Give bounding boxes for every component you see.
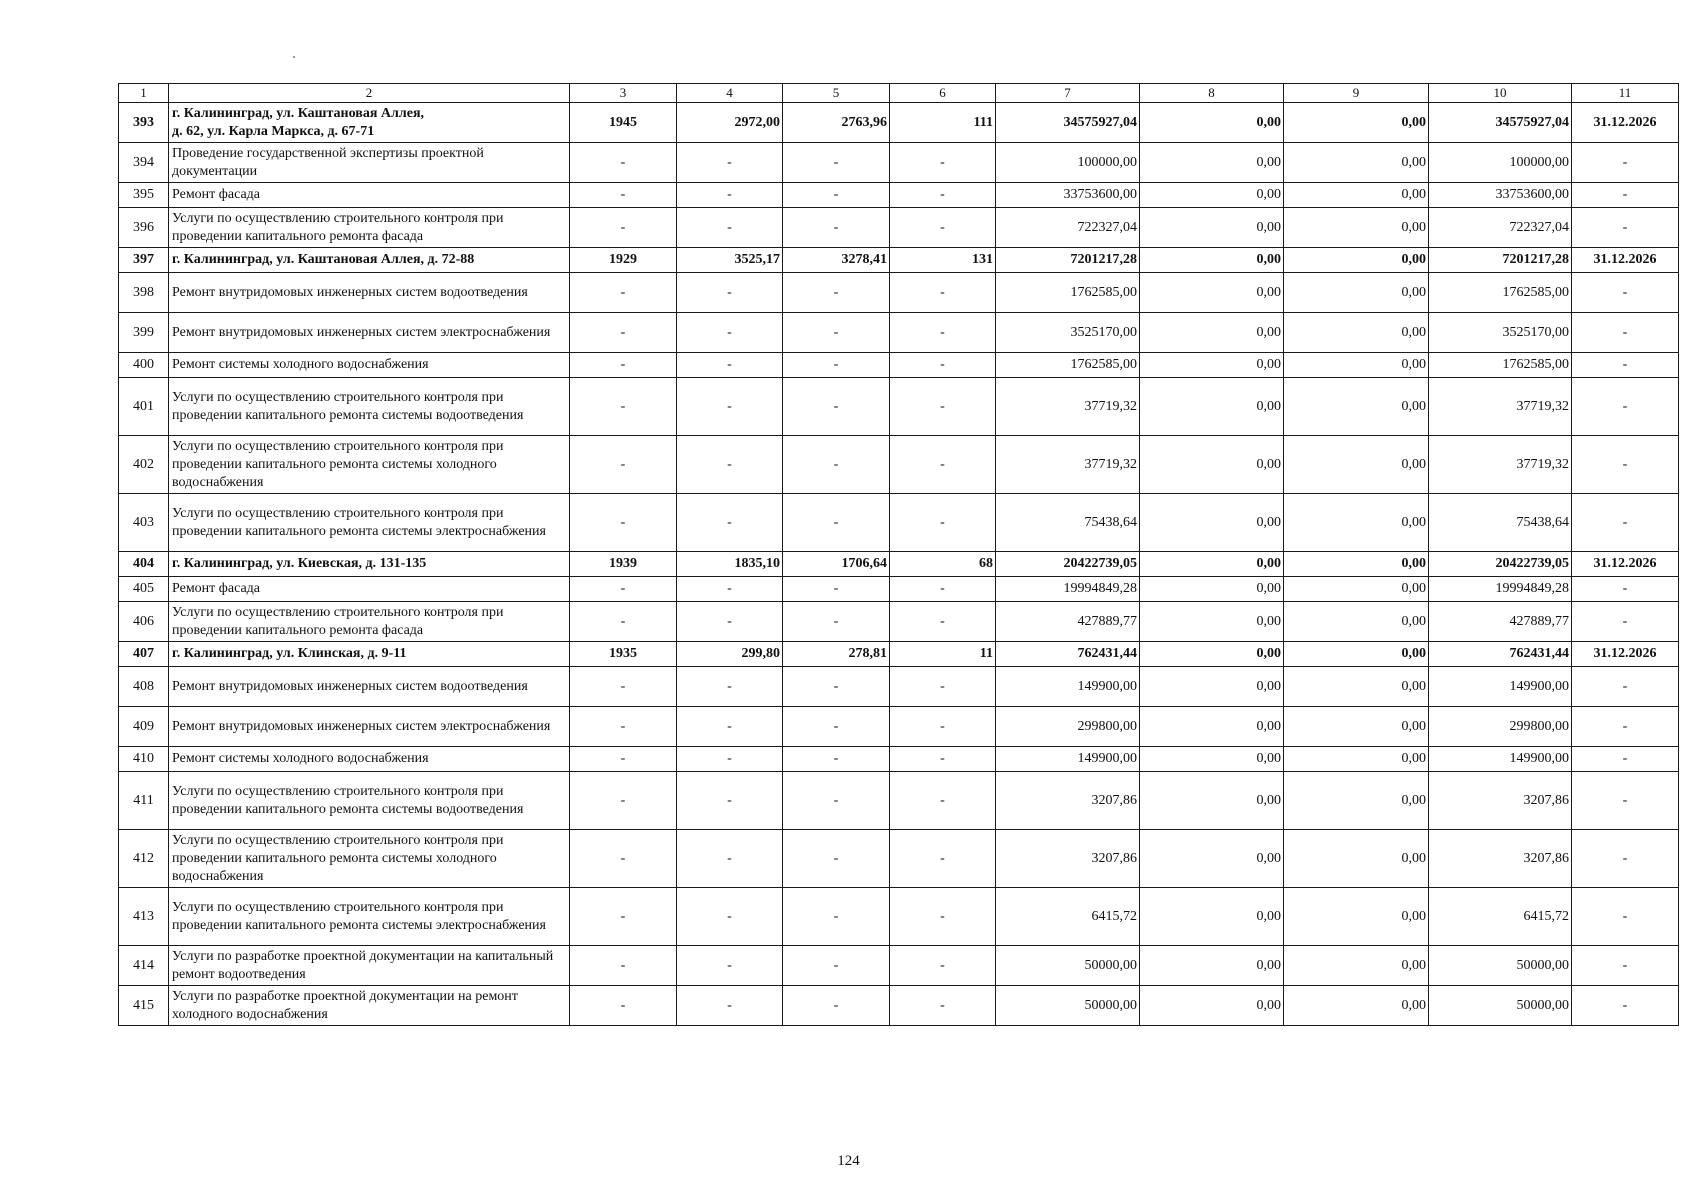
column-number-8: 8 <box>1140 84 1284 103</box>
cost-fund-cell: 0,00 <box>1140 494 1284 552</box>
description-cell: Ремонт системы холодного водоснабжения <box>169 747 570 772</box>
work-row <box>119 888 1679 946</box>
description-cell: г. Калининград, ул. Киевская, д. 131-135 <box>169 552 570 577</box>
cost-budget-cell: 0,00 <box>1284 313 1429 353</box>
living-area-cell: - <box>783 208 890 248</box>
residents-cell: - <box>890 378 996 436</box>
cost-budget-cell: 0,00 <box>1284 707 1429 747</box>
deadline-cell: - <box>1572 273 1679 313</box>
build-year-cell: 1929 <box>570 248 677 273</box>
column-number-11: 11 <box>1572 84 1679 103</box>
cost-owners-cell: 149900,00 <box>1429 747 1572 772</box>
row-number-cell: 399 <box>119 313 169 353</box>
cost-owners-cell: 75438,64 <box>1429 494 1572 552</box>
deadline-cell: - <box>1572 667 1679 707</box>
description-cell: Ремонт системы холодного водоснабжения <box>169 353 570 378</box>
row-number-cell: 411 <box>119 772 169 830</box>
deadline-cell: - <box>1572 747 1679 772</box>
work-row <box>119 946 1679 986</box>
build-year-cell: - <box>570 602 677 642</box>
cost-owners-cell: 6415,72 <box>1429 888 1572 946</box>
work-row <box>119 273 1679 313</box>
cost-fund-cell: 0,00 <box>1140 103 1284 143</box>
column-number-7: 7 <box>996 84 1140 103</box>
scan-speck <box>293 56 295 58</box>
living-area-cell: 2763,96 <box>783 103 890 143</box>
cost-total-cell: 149900,00 <box>996 667 1140 707</box>
row-number-cell: 403 <box>119 494 169 552</box>
cost-owners-cell: 100000,00 <box>1429 143 1572 183</box>
residents-cell: - <box>890 986 996 1026</box>
build-year-cell: - <box>570 143 677 183</box>
row-number-cell: 401 <box>119 378 169 436</box>
deadline-cell: - <box>1572 494 1679 552</box>
work-row <box>119 830 1679 888</box>
build-year-cell: - <box>570 183 677 208</box>
cost-total-cell: 762431,44 <box>996 642 1140 667</box>
build-year-cell: - <box>570 888 677 946</box>
work-row <box>119 378 1679 436</box>
cost-owners-cell: 34575927,04 <box>1429 103 1572 143</box>
total-area-cell: - <box>677 313 783 353</box>
description-cell: Услуги по разработке проектной документации на капитальный ремонт водоотведения <box>169 946 570 986</box>
cost-total-cell: 20422739,05 <box>996 552 1140 577</box>
cost-budget-cell: 0,00 <box>1284 248 1429 273</box>
cost-total-cell: 7201217,28 <box>996 248 1140 273</box>
cost-budget-cell: 0,00 <box>1284 552 1429 577</box>
cost-budget-cell: 0,00 <box>1284 436 1429 494</box>
residents-cell: - <box>890 143 996 183</box>
build-year-cell: - <box>570 747 677 772</box>
build-year-cell: - <box>570 830 677 888</box>
page-number: 124 <box>837 1153 860 1169</box>
deadline-cell: 31.12.2026 <box>1572 103 1679 143</box>
work-row <box>119 208 1679 248</box>
cost-fund-cell: 0,00 <box>1140 707 1284 747</box>
cost-owners-cell: 19994849,28 <box>1429 577 1572 602</box>
cost-fund-cell: 0,00 <box>1140 143 1284 183</box>
living-area-cell: - <box>783 353 890 378</box>
row-number-cell: 406 <box>119 602 169 642</box>
cost-budget-cell: 0,00 <box>1284 577 1429 602</box>
row-number-cell: 414 <box>119 946 169 986</box>
total-area-cell: - <box>677 946 783 986</box>
work-row <box>119 183 1679 208</box>
cost-budget-cell: 0,00 <box>1284 143 1429 183</box>
work-row <box>119 747 1679 772</box>
work-row <box>119 494 1679 552</box>
residents-cell: - <box>890 602 996 642</box>
build-year-cell: 1939 <box>570 552 677 577</box>
total-area-cell: - <box>677 602 783 642</box>
living-area-cell: - <box>783 946 890 986</box>
cost-budget-cell: 0,00 <box>1284 772 1429 830</box>
residents-cell: - <box>890 747 996 772</box>
total-area-cell: 3525,17 <box>677 248 783 273</box>
residents-cell: 131 <box>890 248 996 273</box>
row-number-cell: 415 <box>119 986 169 1026</box>
deadline-cell: 31.12.2026 <box>1572 642 1679 667</box>
cost-owners-cell: 33753600,00 <box>1429 183 1572 208</box>
living-area-cell: - <box>783 772 890 830</box>
residents-cell: - <box>890 667 996 707</box>
cost-total-cell: 75438,64 <box>996 494 1140 552</box>
work-row <box>119 436 1679 494</box>
description-cell: Ремонт внутридомовых инженерных систем электроснабжения <box>169 707 570 747</box>
cost-owners-cell: 762431,44 <box>1429 642 1572 667</box>
address-row <box>119 552 1679 577</box>
total-area-cell: - <box>677 747 783 772</box>
description-cell: Услуги по осуществлению строительного контроля при проведении капитального ремонта системы электроснабжения <box>169 888 570 946</box>
row-number-cell: 393 <box>119 103 169 143</box>
description-cell: Услуги по осуществлению строительного контроля при проведении капитального ремонта системы водоотведения <box>169 378 570 436</box>
deadline-cell: - <box>1572 436 1679 494</box>
row-number-cell: 413 <box>119 888 169 946</box>
table-body <box>119 84 1679 1026</box>
work-row <box>119 986 1679 1026</box>
cost-total-cell: 100000,00 <box>996 143 1140 183</box>
residents-cell: - <box>890 183 996 208</box>
row-number-cell: 395 <box>119 183 169 208</box>
cost-budget-cell: 0,00 <box>1284 602 1429 642</box>
total-area-cell: - <box>677 577 783 602</box>
row-number-cell: 412 <box>119 830 169 888</box>
cost-owners-cell: 3207,86 <box>1429 772 1572 830</box>
repair-program-table <box>118 83 1679 1026</box>
total-area-cell: - <box>677 772 783 830</box>
work-row <box>119 667 1679 707</box>
total-area-cell: - <box>677 273 783 313</box>
cost-fund-cell: 0,00 <box>1140 772 1284 830</box>
residents-cell: - <box>890 888 996 946</box>
row-number-cell: 407 <box>119 642 169 667</box>
total-area-cell: - <box>677 707 783 747</box>
cost-total-cell: 299800,00 <box>996 707 1140 747</box>
description-cell: г. Калининград, ул. Каштановая Аллея, д. 62, ул. Карла Маркса, д. 67-71 <box>169 103 570 143</box>
cost-total-cell: 1762585,00 <box>996 273 1140 313</box>
residents-cell: - <box>890 707 996 747</box>
description-cell: Услуги по осуществлению строительного контроля при проведении капитального ремонта системы холодного водоснабжения <box>169 830 570 888</box>
residents-cell: 11 <box>890 642 996 667</box>
cost-budget-cell: 0,00 <box>1284 986 1429 1026</box>
living-area-cell: - <box>783 313 890 353</box>
build-year-cell: - <box>570 494 677 552</box>
column-number-3: 3 <box>570 84 677 103</box>
deadline-cell: - <box>1572 208 1679 248</box>
cost-owners-cell: 7201217,28 <box>1429 248 1572 273</box>
total-area-cell: - <box>677 888 783 946</box>
deadline-cell: - <box>1572 830 1679 888</box>
deadline-cell: - <box>1572 143 1679 183</box>
cost-budget-cell: 0,00 <box>1284 183 1429 208</box>
cost-total-cell: 50000,00 <box>996 946 1140 986</box>
cost-total-cell: 427889,77 <box>996 602 1140 642</box>
description-cell: Ремонт внутридомовых инженерных систем водоотведения <box>169 667 570 707</box>
work-row <box>119 353 1679 378</box>
living-area-cell: 1706,64 <box>783 552 890 577</box>
cost-fund-cell: 0,00 <box>1140 208 1284 248</box>
residents-cell: 111 <box>890 103 996 143</box>
cost-total-cell: 3207,86 <box>996 830 1140 888</box>
deadline-cell: - <box>1572 378 1679 436</box>
deadline-cell: 31.12.2026 <box>1572 552 1679 577</box>
cost-total-cell: 34575927,04 <box>996 103 1140 143</box>
cost-total-cell: 6415,72 <box>996 888 1140 946</box>
cost-fund-cell: 0,00 <box>1140 602 1284 642</box>
living-area-cell: - <box>783 747 890 772</box>
residents-cell: 68 <box>890 552 996 577</box>
cost-fund-cell: 0,00 <box>1140 248 1284 273</box>
cost-fund-cell: 0,00 <box>1140 642 1284 667</box>
description-cell: Ремонт внутридомовых инженерных систем электроснабжения <box>169 313 570 353</box>
deadline-cell: - <box>1572 707 1679 747</box>
cost-fund-cell: 0,00 <box>1140 183 1284 208</box>
cost-owners-cell: 722327,04 <box>1429 208 1572 248</box>
description-cell: Услуги по осуществлению строительного контроля при проведении капитального ремонта фасада <box>169 602 570 642</box>
deadline-cell: - <box>1572 888 1679 946</box>
work-row <box>119 707 1679 747</box>
work-row <box>119 772 1679 830</box>
cost-total-cell: 3525170,00 <box>996 313 1140 353</box>
residents-cell: - <box>890 208 996 248</box>
living-area-cell: - <box>783 830 890 888</box>
description-cell: г. Калининград, ул. Каштановая Аллея, д. 72-88 <box>169 248 570 273</box>
deadline-cell: - <box>1572 577 1679 602</box>
cost-total-cell: 149900,00 <box>996 747 1140 772</box>
cost-owners-cell: 3525170,00 <box>1429 313 1572 353</box>
total-area-cell: - <box>677 986 783 1026</box>
total-area-cell: - <box>677 183 783 208</box>
address-row <box>119 642 1679 667</box>
deadline-cell: - <box>1572 313 1679 353</box>
work-row <box>119 602 1679 642</box>
cost-total-cell: 3207,86 <box>996 772 1140 830</box>
cost-total-cell: 37719,32 <box>996 378 1140 436</box>
cost-fund-cell: 0,00 <box>1140 577 1284 602</box>
cost-owners-cell: 427889,77 <box>1429 602 1572 642</box>
cost-budget-cell: 0,00 <box>1284 353 1429 378</box>
work-row <box>119 577 1679 602</box>
total-area-cell: - <box>677 143 783 183</box>
residents-cell: - <box>890 577 996 602</box>
residents-cell: - <box>890 772 996 830</box>
residents-cell: - <box>890 273 996 313</box>
cost-fund-cell: 0,00 <box>1140 986 1284 1026</box>
description-cell: Ремонт фасада <box>169 577 570 602</box>
living-area-cell: - <box>783 707 890 747</box>
cost-owners-cell: 299800,00 <box>1429 707 1572 747</box>
deadline-cell: - <box>1572 772 1679 830</box>
cost-budget-cell: 0,00 <box>1284 888 1429 946</box>
build-year-cell: - <box>570 772 677 830</box>
description-cell: Проведение государственной экспертизы проектной документации <box>169 143 570 183</box>
row-number-cell: 394 <box>119 143 169 183</box>
cost-owners-cell: 20422739,05 <box>1429 552 1572 577</box>
row-number-cell: 410 <box>119 747 169 772</box>
row-number-cell: 398 <box>119 273 169 313</box>
cost-fund-cell: 0,00 <box>1140 830 1284 888</box>
build-year-cell: - <box>570 667 677 707</box>
residents-cell: - <box>890 494 996 552</box>
cost-budget-cell: 0,00 <box>1284 273 1429 313</box>
build-year-cell: - <box>570 436 677 494</box>
cost-total-cell: 19994849,28 <box>996 577 1140 602</box>
deadline-cell: - <box>1572 602 1679 642</box>
build-year-cell: - <box>570 208 677 248</box>
total-area-cell: - <box>677 830 783 888</box>
cost-budget-cell: 0,00 <box>1284 494 1429 552</box>
build-year-cell: - <box>570 353 677 378</box>
cost-fund-cell: 0,00 <box>1140 946 1284 986</box>
cost-fund-cell: 0,00 <box>1140 747 1284 772</box>
build-year-cell: - <box>570 577 677 602</box>
description-cell: Услуги по осуществлению строительного контроля при проведении капитального ремонта системы водоотведения <box>169 772 570 830</box>
build-year-cell: - <box>570 378 677 436</box>
cost-budget-cell: 0,00 <box>1284 747 1429 772</box>
row-number-cell: 397 <box>119 248 169 273</box>
living-area-cell: - <box>783 602 890 642</box>
description-cell: Ремонт фасада <box>169 183 570 208</box>
build-year-cell: 1935 <box>570 642 677 667</box>
living-area-cell: 3278,41 <box>783 248 890 273</box>
living-area-cell: 278,81 <box>783 642 890 667</box>
work-row <box>119 313 1679 353</box>
total-area-cell: - <box>677 667 783 707</box>
cost-fund-cell: 0,00 <box>1140 667 1284 707</box>
column-number-2: 2 <box>169 84 570 103</box>
cost-fund-cell: 0,00 <box>1140 888 1284 946</box>
row-number-cell: 404 <box>119 552 169 577</box>
build-year-cell: - <box>570 707 677 747</box>
cost-budget-cell: 0,00 <box>1284 667 1429 707</box>
build-year-cell: - <box>570 986 677 1026</box>
residents-cell: - <box>890 946 996 986</box>
deadline-cell: - <box>1572 946 1679 986</box>
build-year-cell: - <box>570 946 677 986</box>
cost-fund-cell: 0,00 <box>1140 378 1284 436</box>
total-area-cell: - <box>677 494 783 552</box>
cost-owners-cell: 50000,00 <box>1429 946 1572 986</box>
description-cell: Ремонт внутридомовых инженерных систем водоотведения <box>169 273 570 313</box>
cost-budget-cell: 0,00 <box>1284 946 1429 986</box>
total-area-cell: 1835,10 <box>677 552 783 577</box>
cost-budget-cell: 0,00 <box>1284 830 1429 888</box>
build-year-cell: - <box>570 273 677 313</box>
description-cell: Услуги по осуществлению строительного контроля при проведении капитального ремонта системы холодного водоснабжения <box>169 436 570 494</box>
cost-owners-cell: 37719,32 <box>1429 378 1572 436</box>
row-number-cell: 405 <box>119 577 169 602</box>
build-year-cell: - <box>570 313 677 353</box>
cost-owners-cell: 149900,00 <box>1429 667 1572 707</box>
cost-total-cell: 1762585,00 <box>996 353 1140 378</box>
living-area-cell: - <box>783 183 890 208</box>
total-area-cell: - <box>677 436 783 494</box>
cost-budget-cell: 0,00 <box>1284 208 1429 248</box>
cost-owners-cell: 37719,32 <box>1429 436 1572 494</box>
cost-total-cell: 50000,00 <box>996 986 1140 1026</box>
cost-fund-cell: 0,00 <box>1140 436 1284 494</box>
living-area-cell: - <box>783 143 890 183</box>
living-area-cell: - <box>783 577 890 602</box>
description-cell: Услуги по осуществлению строительного контроля при проведении капитального ремонта системы электроснабжения <box>169 494 570 552</box>
residents-cell: - <box>890 436 996 494</box>
cost-budget-cell: 0,00 <box>1284 103 1429 143</box>
column-number-4: 4 <box>677 84 783 103</box>
cost-owners-cell: 1762585,00 <box>1429 353 1572 378</box>
living-area-cell: - <box>783 888 890 946</box>
living-area-cell: - <box>783 494 890 552</box>
residents-cell: - <box>890 353 996 378</box>
description-cell: Услуги по осуществлению строительного контроля при проведении капитального ремонта фасада <box>169 208 570 248</box>
description-cell: г. Калининград, ул. Клинская, д. 9-11 <box>169 642 570 667</box>
work-row <box>119 143 1679 183</box>
row-number-cell: 409 <box>119 707 169 747</box>
residents-cell: - <box>890 830 996 888</box>
cost-total-cell: 722327,04 <box>996 208 1140 248</box>
deadline-cell: 31.12.2026 <box>1572 248 1679 273</box>
cost-owners-cell: 3207,86 <box>1429 830 1572 888</box>
row-number-cell: 408 <box>119 667 169 707</box>
cost-total-cell: 33753600,00 <box>996 183 1140 208</box>
column-number-10: 10 <box>1429 84 1572 103</box>
build-year-cell: 1945 <box>570 103 677 143</box>
row-number-cell: 400 <box>119 353 169 378</box>
living-area-cell: - <box>783 986 890 1026</box>
address-row <box>119 248 1679 273</box>
row-number-cell: 402 <box>119 436 169 494</box>
cost-fund-cell: 0,00 <box>1140 353 1284 378</box>
total-area-cell: - <box>677 208 783 248</box>
address-row <box>119 103 1679 143</box>
cost-budget-cell: 0,00 <box>1284 642 1429 667</box>
cost-owners-cell: 1762585,00 <box>1429 273 1572 313</box>
total-area-cell: - <box>677 353 783 378</box>
deadline-cell: - <box>1572 183 1679 208</box>
column-number-9: 9 <box>1284 84 1429 103</box>
total-area-cell: 2972,00 <box>677 103 783 143</box>
cost-total-cell: 37719,32 <box>996 436 1140 494</box>
description-cell: Услуги по разработке проектной документации на ремонт холодного водоснабжения <box>169 986 570 1026</box>
total-area-cell: 299,80 <box>677 642 783 667</box>
residents-cell: - <box>890 313 996 353</box>
cost-fund-cell: 0,00 <box>1140 273 1284 313</box>
column-number-row <box>119 84 1679 103</box>
cost-fund-cell: 0,00 <box>1140 552 1284 577</box>
deadline-cell: - <box>1572 986 1679 1026</box>
living-area-cell: - <box>783 378 890 436</box>
total-area-cell: - <box>677 378 783 436</box>
cost-budget-cell: 0,00 <box>1284 378 1429 436</box>
living-area-cell: - <box>783 273 890 313</box>
column-number-1: 1 <box>119 84 169 103</box>
cost-owners-cell: 50000,00 <box>1429 986 1572 1026</box>
cost-fund-cell: 0,00 <box>1140 313 1284 353</box>
column-number-6: 6 <box>890 84 996 103</box>
row-number-cell: 396 <box>119 208 169 248</box>
living-area-cell: - <box>783 667 890 707</box>
deadline-cell: - <box>1572 353 1679 378</box>
living-area-cell: - <box>783 436 890 494</box>
column-number-5: 5 <box>783 84 890 103</box>
